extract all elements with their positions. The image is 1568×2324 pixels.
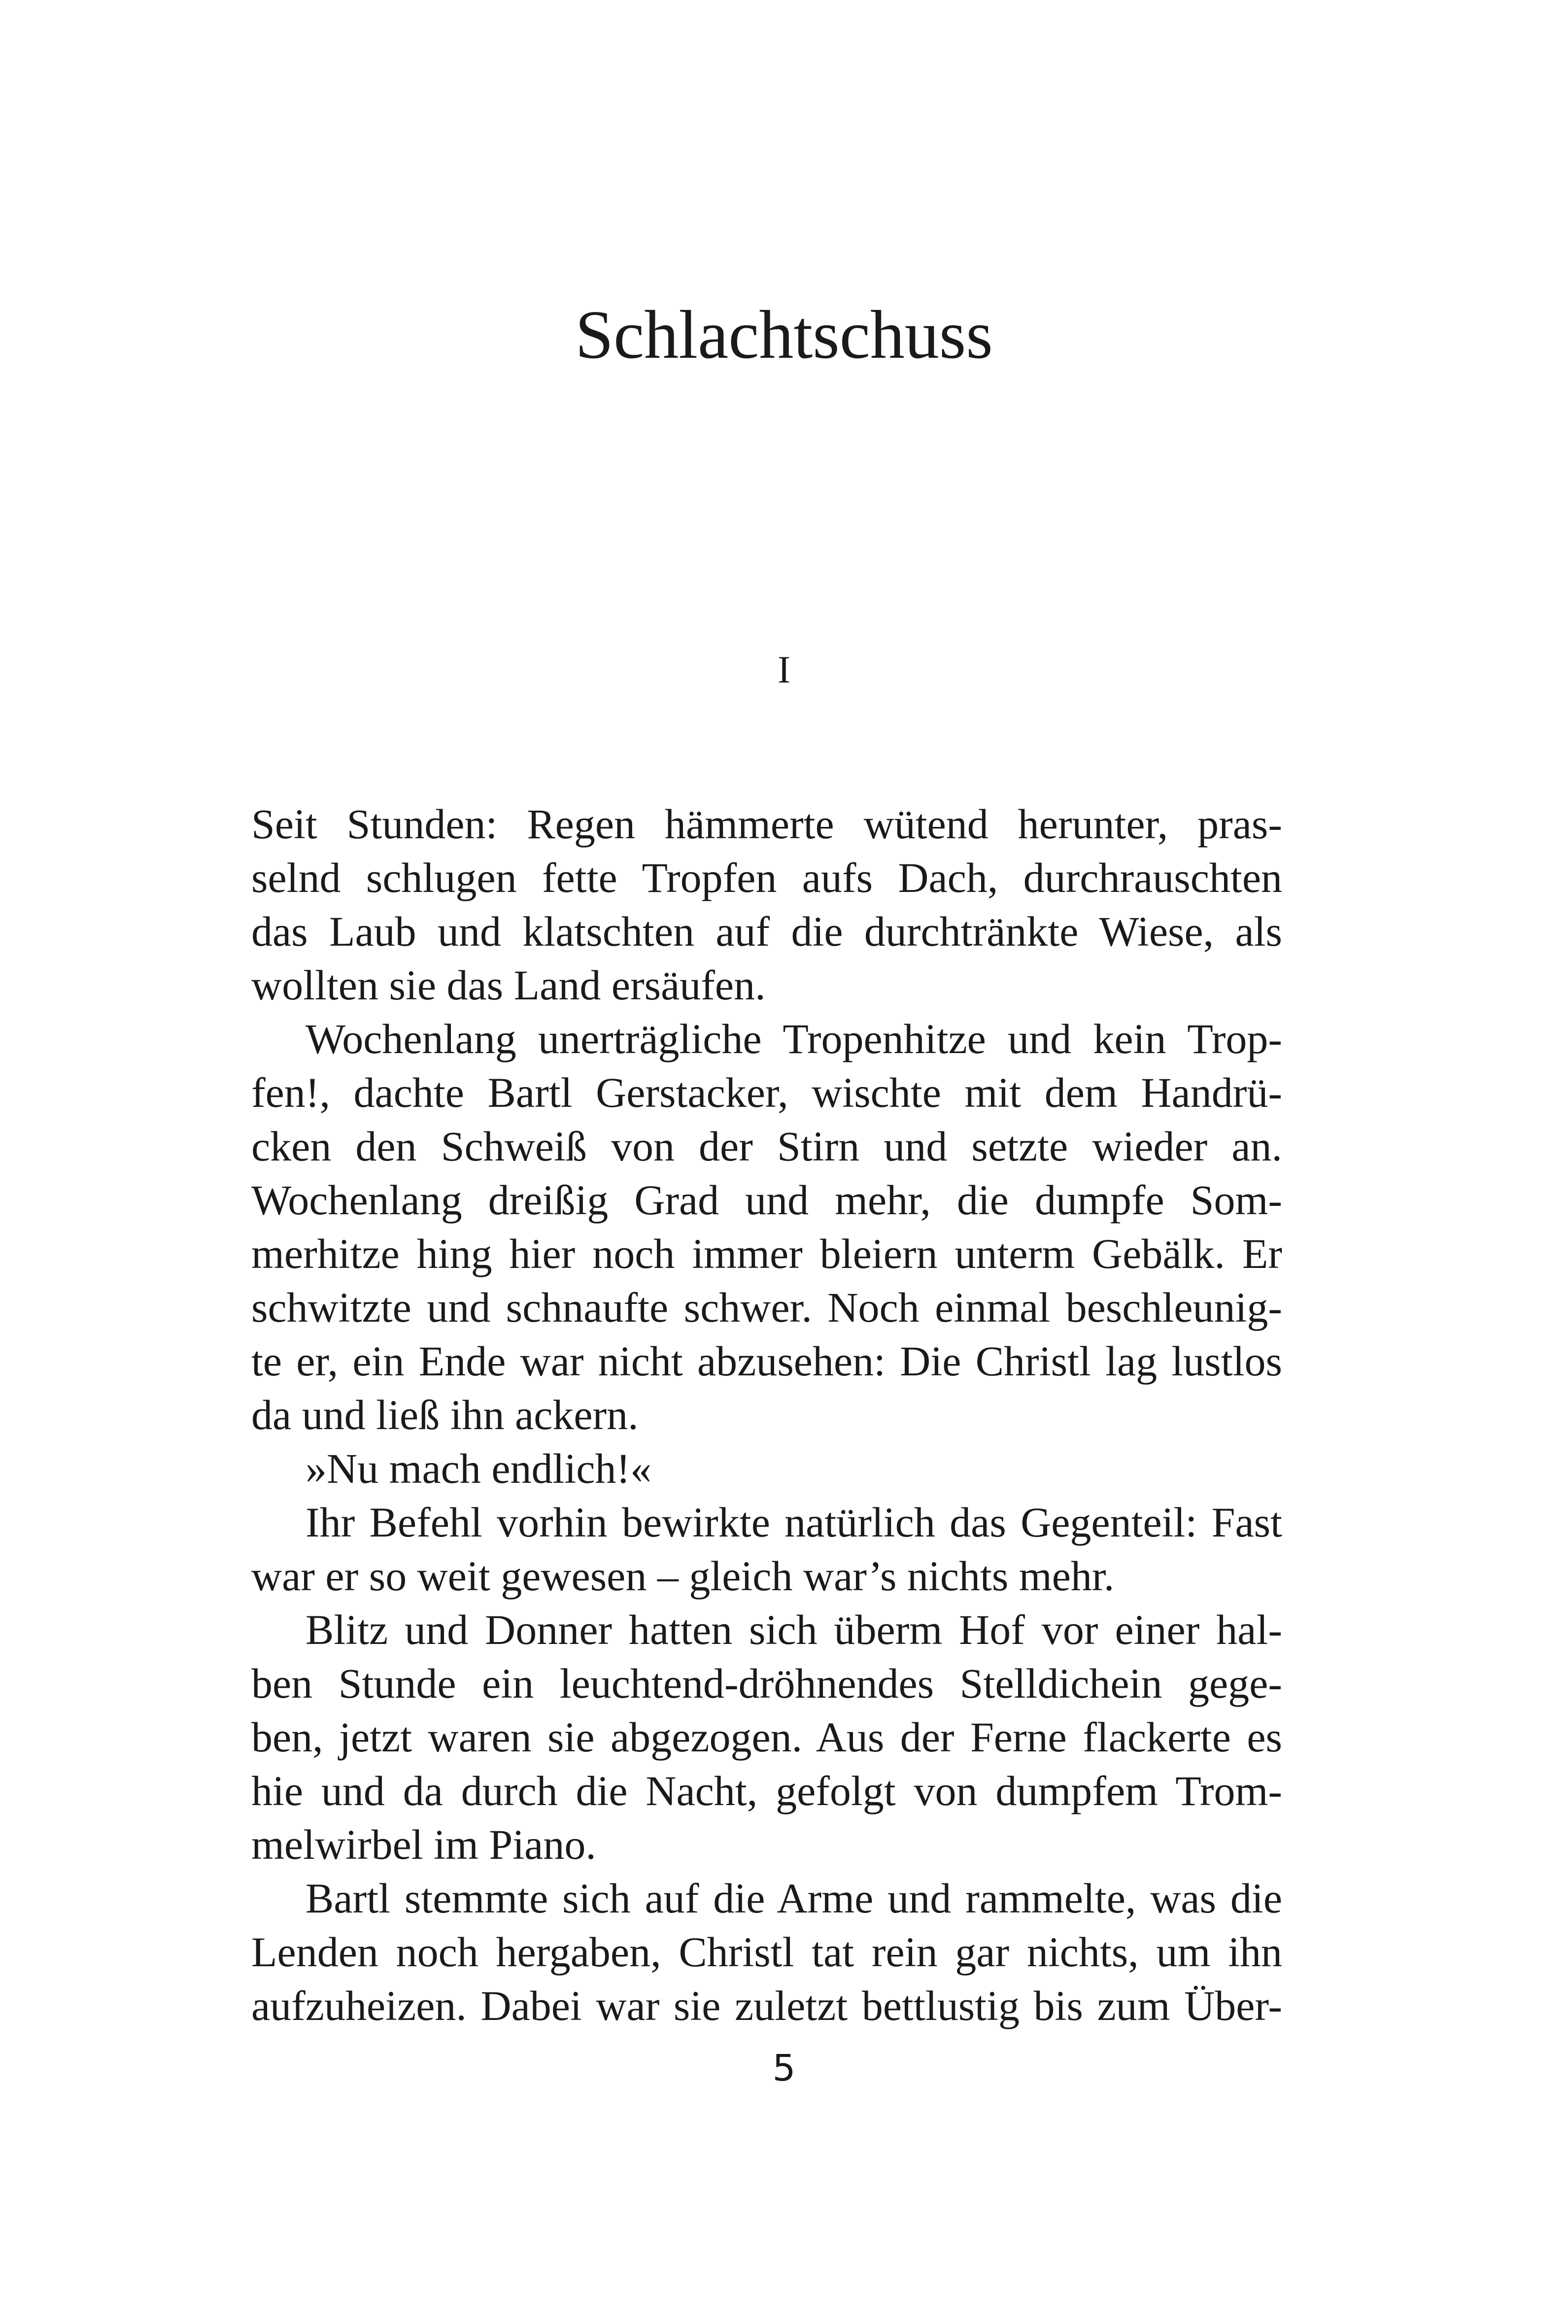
text-line: Ihr Befehl vorhin bewirkte natürlich das Gegenteil: Fast xyxy=(306,1499,1282,1546)
text-line: cken den Schweiß von der Stirn und setzte wieder an. xyxy=(251,1123,1282,1170)
text-line: merhitze hing hier noch immer bleiern unterm Gebälk. Er xyxy=(251,1230,1282,1277)
text-line: aufzuheizen. Dabei war sie zuletzt bettlustig bis zum Über- xyxy=(251,1982,1282,2029)
text-line: war er so weit gewesen – gleich war’s nichts mehr. xyxy=(251,1552,1115,1600)
text-line: Blitz und Donner hatten sich überm Hof vor einer hal- xyxy=(306,1606,1282,1653)
text-line: Lenden noch hergaben, Christl tat rein gar nichts, um ihn xyxy=(251,1928,1282,1976)
text-line: te er, ein Ende war nicht abzusehen: Die Christl lag lustlos xyxy=(251,1337,1282,1385)
text-line: hie und da durch die Nacht, gefolgt von dumpfem Trom- xyxy=(251,1767,1282,1814)
chapter-title: Schlachtschuss xyxy=(575,297,993,373)
text-line: ben, jetzt waren sie abgezogen. Aus der Ferne flackerte es xyxy=(251,1713,1282,1761)
text-line: »Nu mach endlich!« xyxy=(306,1445,652,1492)
text-line: da und ließ ihn ackern. xyxy=(251,1391,639,1438)
body-text xyxy=(251,797,1282,2033)
page-number: 5 xyxy=(772,2047,796,2089)
text-line: Seit Stunden: Regen hämmerte wütend herunter, pras- xyxy=(251,800,1282,848)
text-line: Wochenlang dreißig Grad und mehr, die dumpfe Som- xyxy=(251,1176,1282,1224)
text-line: Wochenlang unerträgliche Tropenhitze und kein Trop- xyxy=(306,1015,1282,1062)
text-line: schwitzte und schnaufte schwer. Noch einmal beschleunig- xyxy=(251,1284,1282,1331)
text-line: melwirbel im Piano. xyxy=(251,1821,596,1868)
text-line: das Laub und klatschten auf die durchtränkte Wiese, als xyxy=(251,908,1282,955)
text-line: wollten sie das Land ersäufen. xyxy=(251,961,766,1009)
text-line: ben Stunde ein leuchtend-dröhnendes Stelldichein gege- xyxy=(251,1660,1282,1707)
text-line: fen!, dachte Bartl Gerstacker, wischte mit dem Handrü- xyxy=(251,1069,1282,1116)
text-line: selnd schlugen fette Tropfen aufs Dach, durchrauschten xyxy=(251,854,1282,901)
text-line: Bartl stemmte sich auf die Arme und rammelte, was die xyxy=(306,1875,1282,1922)
section-number: I xyxy=(778,648,790,691)
